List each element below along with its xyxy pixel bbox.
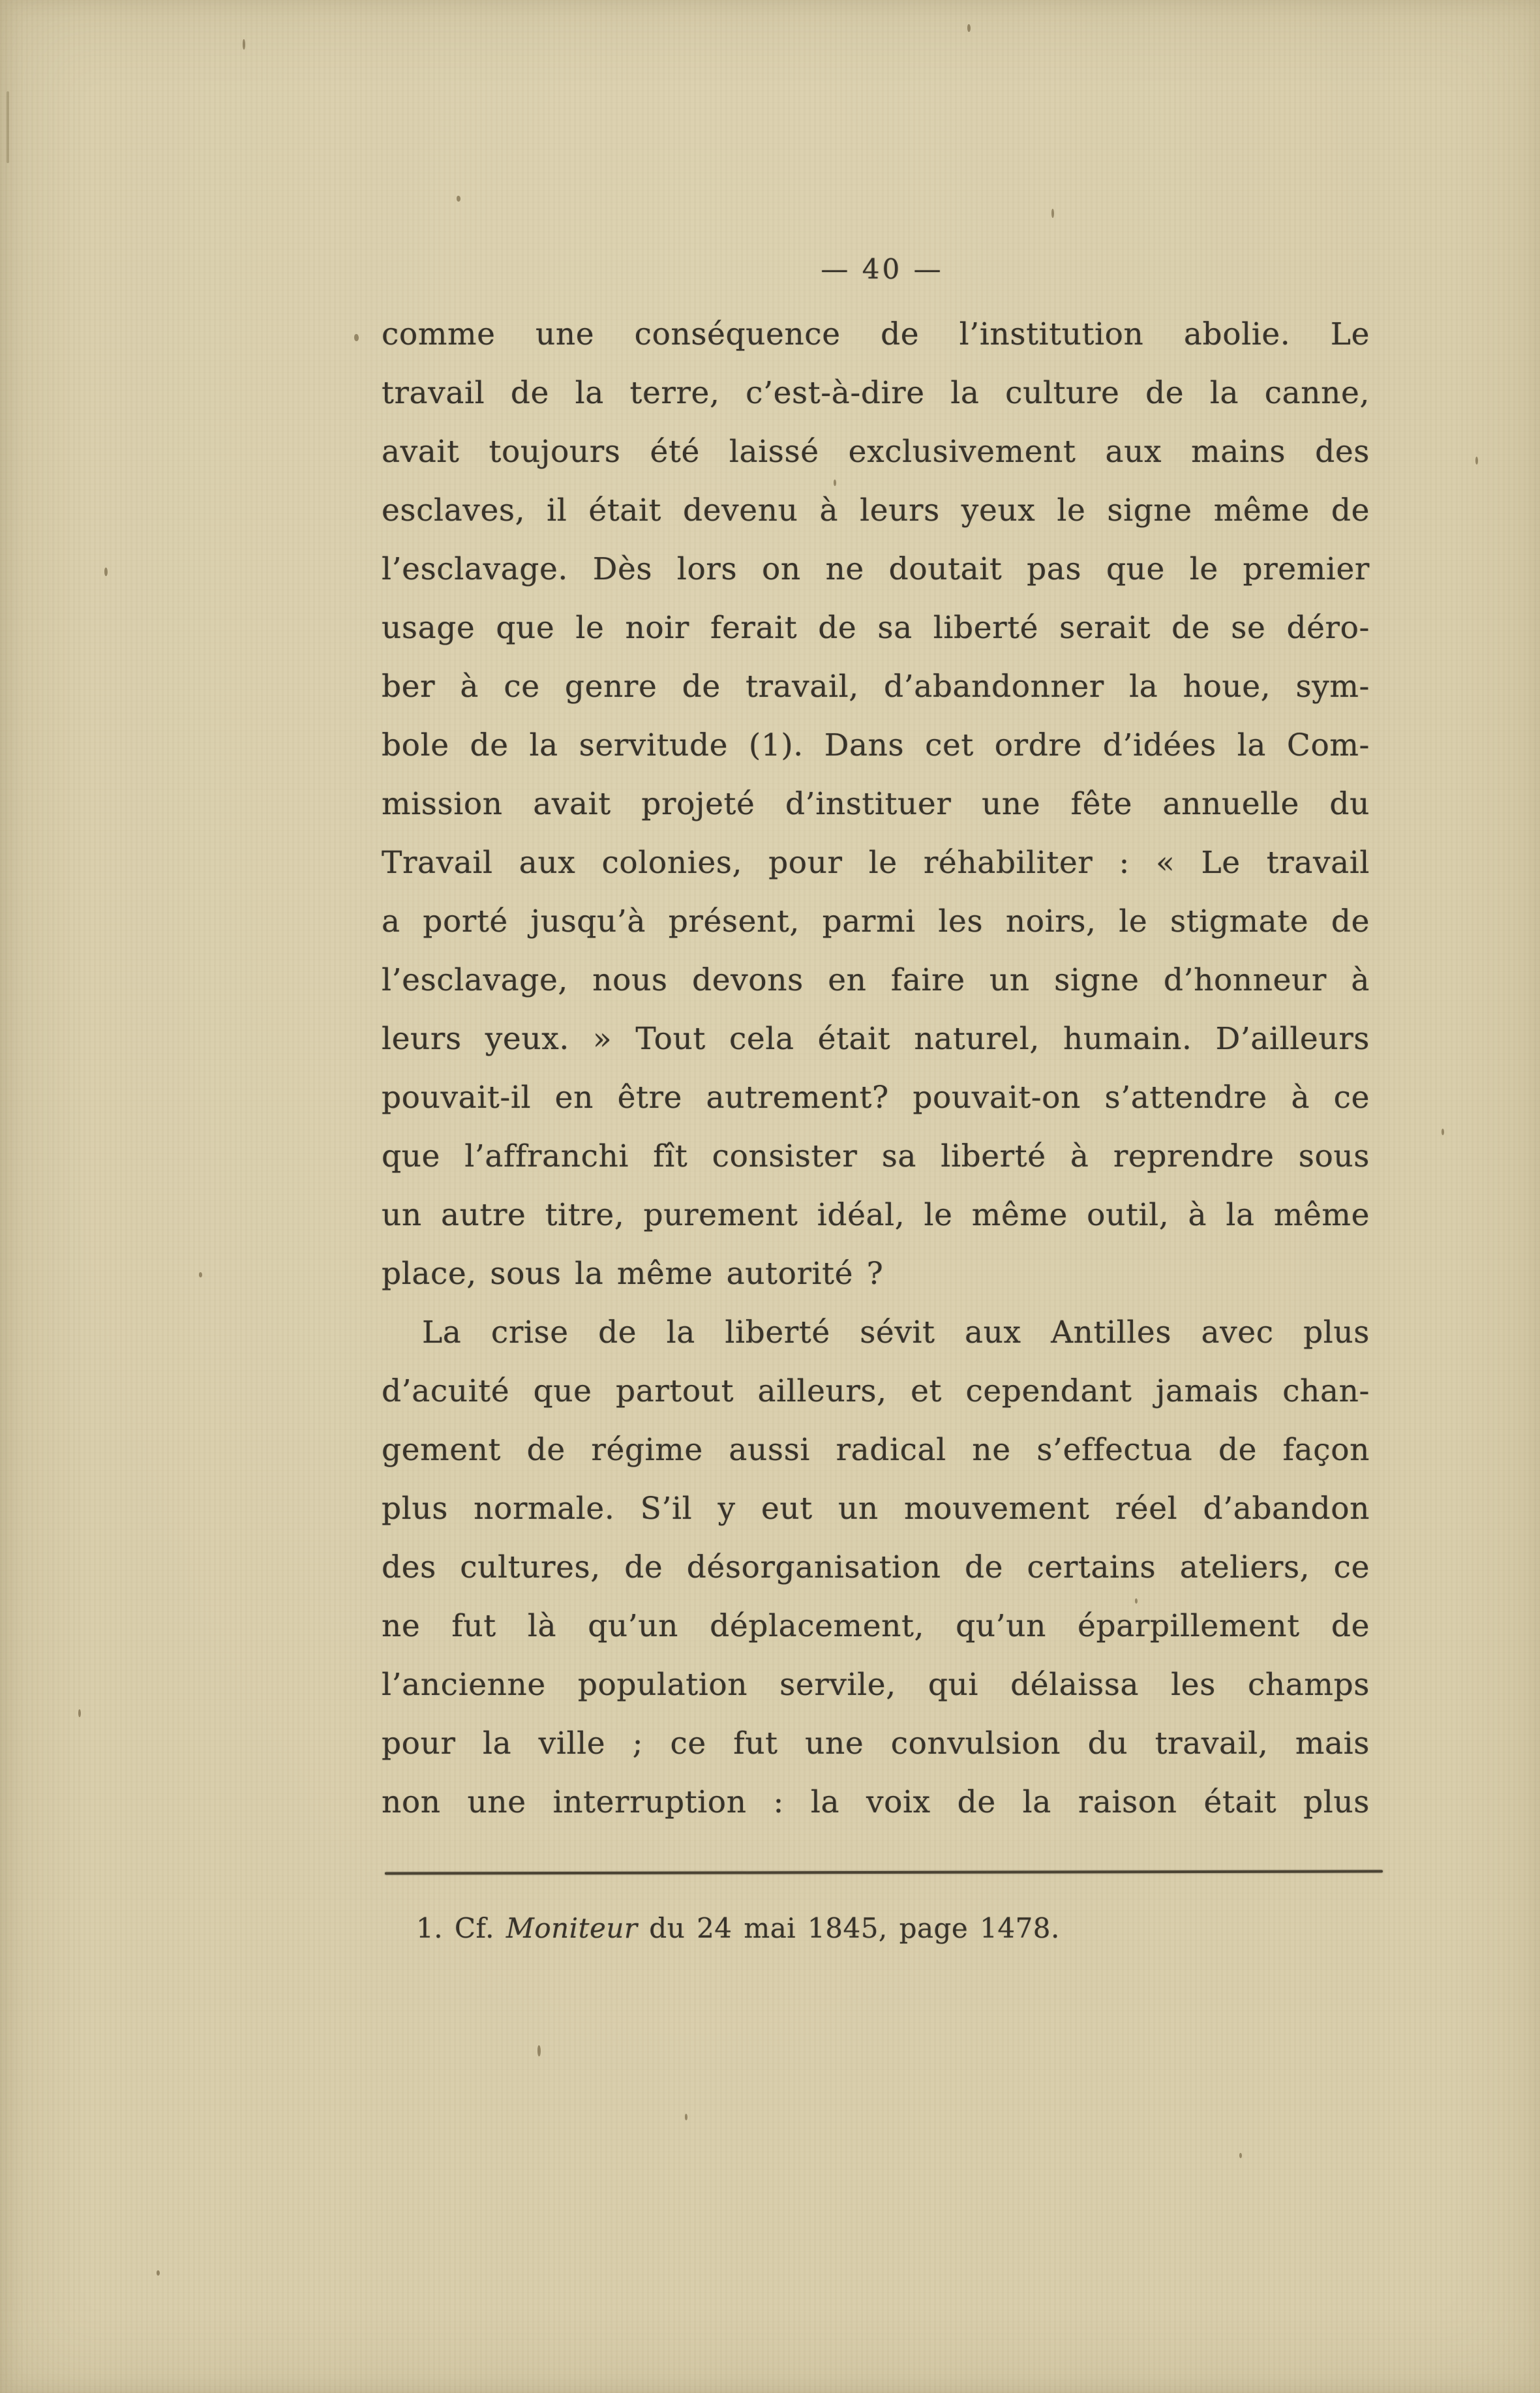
paper-speck: [967, 24, 971, 32]
body-text: [382, 305, 1370, 1832]
footnote-suffix: du 24 mai 1845, page 1478.: [637, 1912, 1060, 1944]
text-line: d’acuité que partout ailleurs, et cependant jamais chan-: [382, 1373, 1370, 1409]
paper-speck: [104, 568, 108, 576]
paper-speck: [1135, 1598, 1138, 1604]
page-number: — 40 —: [821, 253, 944, 285]
footnote: [416, 1910, 1375, 1947]
paper-speck: [354, 334, 359, 341]
paper-speck: [157, 2270, 160, 2276]
text-line: leurs yeux. » Tout cela était naturel, humain. D’ailleurs: [382, 1021, 1370, 1057]
text-line: travail de la terre, c’est-à-dire la culture de la canne,: [382, 375, 1370, 411]
text-line: l’ancienne population servile, qui délaissa les champs: [382, 1667, 1370, 1703]
paper-speck: [1051, 209, 1054, 218]
paper-speck: [199, 1272, 202, 1277]
text-line: ne fut là qu’un déplacement, qu’un éparpillement de: [382, 1608, 1370, 1644]
paper-speck: [243, 39, 245, 50]
text-line: avait toujours été laissé exclusivement aux mains des: [382, 434, 1370, 470]
footnote-prefix: 1. Cf.: [416, 1912, 506, 1944]
text-line: usage que le noir ferait de sa liberté serait de se déro-: [382, 610, 1370, 646]
text-line: des cultures, de désorganisation de certains ateliers, ce: [382, 1549, 1370, 1585]
text-line: pouvait-il en être autrement? pouvait-on s’attendre à ce: [382, 1080, 1370, 1116]
text-line: plus normale. S’il y eut un mouvement réel d’abandon: [382, 1491, 1370, 1527]
paper-speck: [1239, 2153, 1242, 2158]
paragraph-start-line: La crise de la liberté sévit aux Antilles avec plus: [422, 1315, 1370, 1350]
paper-speck: [457, 196, 460, 202]
text-line: mission avait projeté d’instituer une fête annuelle du: [382, 786, 1370, 822]
paper-speck: [834, 480, 836, 486]
text-line: l’esclavage. Dès lors on ne doutait pas que le premier: [382, 551, 1370, 587]
text-line: Travail aux colonies, pour le réhabiliter : « Le travail: [382, 845, 1370, 881]
text-line: gement de régime aussi radical ne s’effectua de façon: [382, 1432, 1370, 1468]
paper-speck: [1475, 457, 1478, 465]
text-line: un autre titre, purement idéal, le même outil, à la même: [382, 1197, 1370, 1233]
footnote-divider: [385, 1870, 1383, 1874]
paper-speck: [1442, 1129, 1444, 1135]
text-line: esclaves, il était devenu à leurs yeux le signe même de: [382, 493, 1370, 528]
text-line: bole de la servitude (1). Dans cet ordre d’idées la Com-: [382, 727, 1370, 763]
text-line: que l’affranchi fît consister sa liberté à reprendre sous: [382, 1138, 1370, 1174]
paper-speck: [685, 2114, 687, 2120]
text-line: a porté jusqu’à présent, parmi les noirs, le stigmate de: [382, 904, 1370, 939]
text-line: comme une conséquence de l’institution abolie. Le: [382, 316, 1370, 352]
paper-speck: [78, 1709, 81, 1717]
paper-speck: [537, 2045, 541, 2056]
paragraph-end-line: place, sous la même autorité ?: [382, 1256, 884, 1292]
footnote-work-title: Moniteur: [506, 1912, 638, 1944]
paper-speck: [7, 91, 9, 163]
text-line: l’esclavage, nous devons en faire un signe d’honneur à: [382, 962, 1370, 998]
text-line: non une interruption : la voix de la raison était plus: [382, 1784, 1370, 1820]
text-line: pour la ville ; ce fut une convulsion du travail, mais: [382, 1726, 1370, 1761]
text-line: ber à ce genre de travail, d’abandonner la houe, sym-: [382, 669, 1370, 705]
